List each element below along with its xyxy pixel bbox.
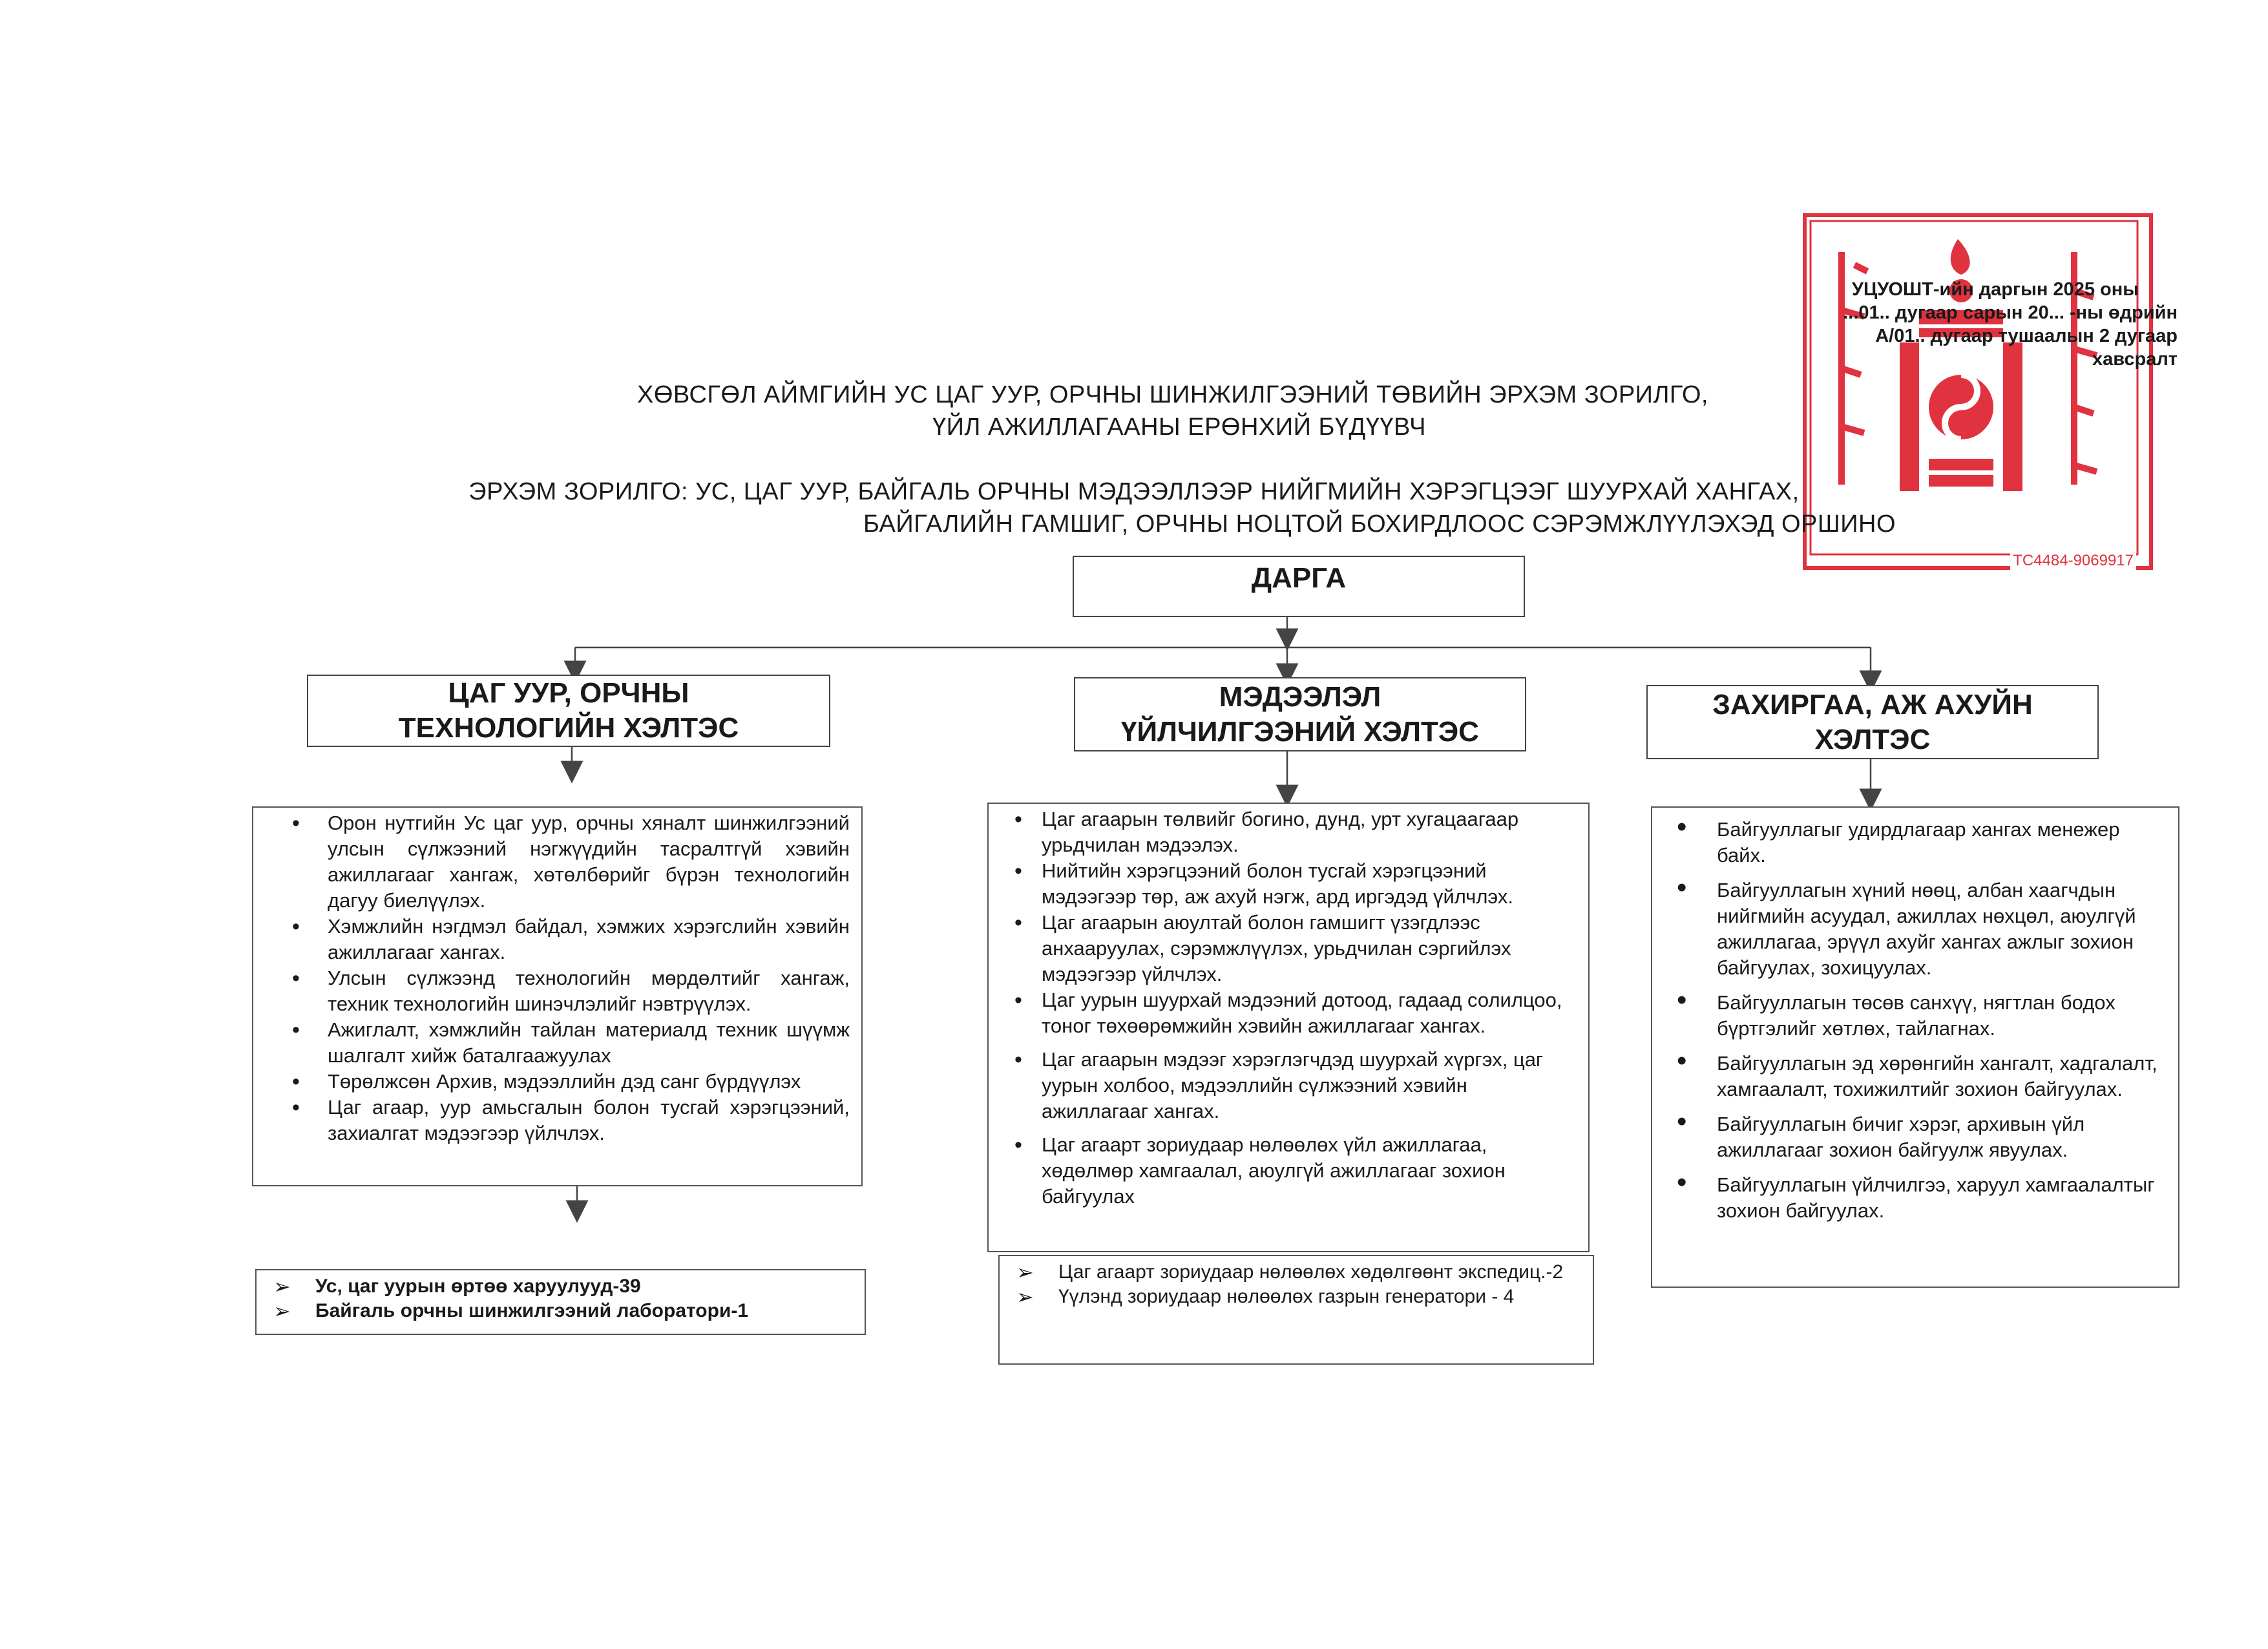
department-name-line-1: МЭДЭЭЛЭЛ (1219, 680, 1381, 713)
list-item: • Нийтийн хэрэгцээний болон тусгай хэрэгцээний мэдээгээр төр, аж ахуй нэгж, ард иргэдэд үйлчлэх. (1002, 858, 1577, 910)
department-box-info-service (1074, 677, 1526, 751)
annex-line-1: УЦУОШТ-ийн даргын 2025 оны (1851, 279, 2139, 300)
page-title-line-2: ҮЙЛ АЖИЛЛАГААНЫ ЕРӨНХИЙ БҮДҮҮВЧ (932, 414, 1427, 441)
units-box-info-service (998, 1255, 1594, 1365)
list-item: • Төрөлжсөн Архив, мэдээллийн дэд санг бүрдүүлэх (266, 1069, 850, 1095)
list-item: • Цаг агаарын аюултай болон гамшигт үзэгдлээс анхааруулах, сэрэмжлүүлэх, урьдчилан сэргийлэх мэдээгээр үйлчлэх. (1002, 910, 1577, 987)
head-label: ДАРГА (1251, 562, 1347, 594)
list-item: • Цаг уурын шуурхай мэдээний дотоод, гадаад солилцоо, тоног төхөөрөмжийн хэвийн ажиллагааг хангах. (1002, 987, 1577, 1039)
mission-line-2: БАЙГАЛИЙН ГАМШИГ, ОРЧНЫ НОЦТОЙ БОХИРДЛООС СЭРЭМЖЛҮҮЛЭХЭД ОРШИНО (863, 510, 1896, 538)
annex-line-3: А/01.. дугаар тушаалын 2 дугаар хавсралт (1875, 326, 2178, 370)
list-item: • Байгууллагын эд хөрөнгийн хангалт, хадгалалт, хамгаалалт, тохижилтийг зохион байгуулах. (1665, 1051, 2167, 1102)
annex-line-2: ...01.. дугаар сарын 20... -ны өдрийн (1843, 302, 2178, 323)
department-box-weather-tech (307, 675, 830, 747)
duties-box-info-service (987, 803, 1590, 1252)
units-box-weather-tech (255, 1269, 866, 1335)
list-item: • Байгууллагын төсөв санхүү, нягтлан бодох бүртгэлийг хөтлөх, тайлагнах. (1665, 990, 2167, 1042)
department-name-line-1: ЦАГ УУР, ОРЧНЫ (448, 677, 689, 709)
head-box (1073, 556, 1525, 617)
list-item: • Цаг агаарт зориудаар нөлөөлөх үйл ажиллагаа, хөдөлмөр хамгаалал, аюулгүй ажиллагааг зохион байгуулах (1002, 1132, 1577, 1210)
list-item: • Орон нутгийн Ус цаг уур, орчны хяналт шинжилгээний улсын сүлжээний нэгжүүдийн тасралтгүй хэвийн ажиллагааг хангаж, хөтөлбөрийг бүрэн технологийн дагуу биелүүлэх. (266, 810, 850, 914)
mission-line-1: ЭРХЭМ ЗОРИЛГО: УС, ЦАГ УУР, БАЙГАЛЬ ОРЧНЫ МЭДЭЭЛЛЭЭР НИЙГМИЙН ХЭРЭГЦЭЭГ ШУУРХАЙ ХАНГАХ, (468, 478, 1800, 505)
list-item: • Улсын сүлжээнд технологийн мөрдөлтийг хангаж, техник технологийн шинэчлэлийг нэвтрүүлэх. (266, 965, 850, 1017)
list-item: • Цаг агаарын төлвийг богино, дунд, урт хугацаагаар урьдчилан мэдээлэх. (1002, 806, 1577, 858)
list-item: • Хэмжлийн нэгдмэл байдал, хэмжих хэрэгслийн хэвийн ажиллагааг хангах. (266, 914, 850, 965)
annex-note (1796, 278, 2178, 371)
department-name-line-1: ЗАХИРГАА, АЖ АХУЙН (1712, 688, 2033, 720)
list-item: ➢ Ус, цаг уурын өртөө харуулууд-39 (267, 1274, 854, 1299)
duties-box-weather-tech (252, 806, 863, 1186)
list-item: • Байгууллагыг удирдлагаар хангах менежер байх. (1665, 817, 2167, 868)
department-box-admin (1646, 685, 2099, 759)
list-item: • Байгууллагын хүний нөөц, албан хаагчдын нийгмийн асуудал, ажиллах нөхцөл, аюулгүй ажиллагаа, эрүүл ахуйг хангах ажлыг зохион байгуулах, зохицуулах. (1665, 877, 2167, 981)
list-item: • Цаг агаар, уур амьсгалын болон тусгай хэрэгцээний, захиалгат мэдээгээр үйлчлэх. (266, 1095, 850, 1146)
list-item: • Байгууллагын үйлчилгээ, харуул хамгаалалтыг зохион байгуулах. (1665, 1172, 2167, 1224)
page-title-line-1: ХӨВСГӨЛ АЙМГИЙН УС ЦАГ УУР, ОРЧНЫ ШИНЖИЛГЭЭНИЙ ТӨВИЙН ЭРХЭМ ЗОРИЛГО, (637, 381, 1708, 408)
department-name-line-2: ҮЙЛЧИЛГЭЭНИЙ ХЭЛТЭС (1121, 715, 1479, 748)
stamp-number: ТС4484-9069917 (2010, 552, 2136, 570)
list-item: • Цаг агаарын мэдээг хэрэглэгчдэд шуурхай хүргэх, цаг уурын холбоо, мэдээллийн сүлжээний хэвийн ажиллагааг хангах. (1002, 1047, 1577, 1124)
list-item: • Байгууллагын бичиг хэрэг, архивын үйл ажиллагааг зохион байгуулж явуулах. (1665, 1111, 2167, 1163)
department-name-line-2: ТЕХНОЛОГИЙН ХЭЛТЭС (398, 712, 739, 744)
list-item: ➢ Цаг агаарт зориудаар нөлөөлөх хөдөлгөөнт экспедиц.-2 (1010, 1260, 1582, 1285)
list-item: • Ажиглалт, хэмжлийн тайлан материалд техник шүүмж шалгалт хийж баталгаажуулах (266, 1017, 850, 1069)
department-name-line-2: ХЭЛТЭС (1814, 723, 1931, 755)
list-item: ➢ Байгаль орчны шинжилгээний лаборатори-1 (267, 1299, 854, 1323)
list-item: ➢ Үүлэнд зориудаар нөлөөлөх газрын генератори - 4 (1010, 1285, 1582, 1309)
duties-box-admin (1651, 806, 2179, 1288)
